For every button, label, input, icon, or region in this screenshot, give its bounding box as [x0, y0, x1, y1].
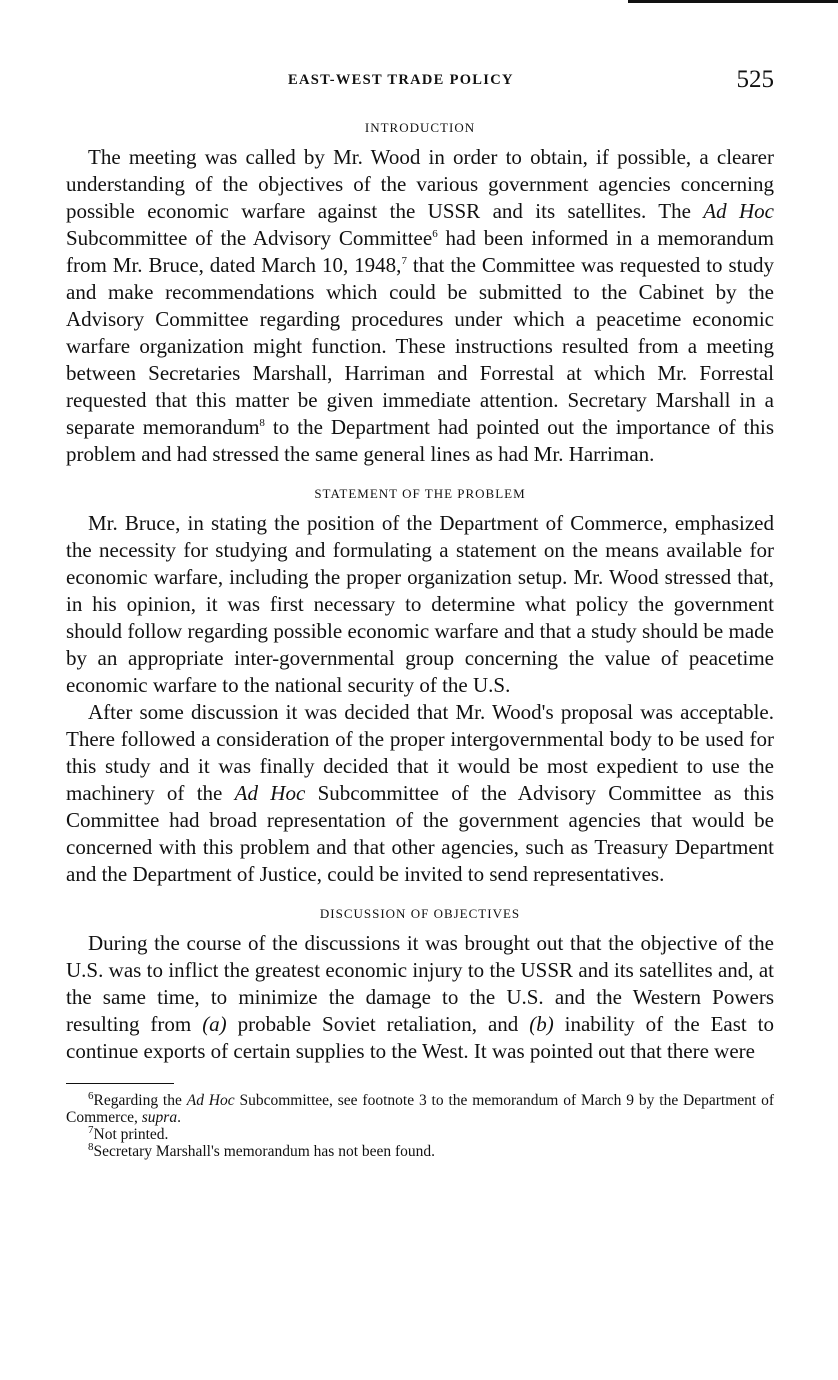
- running-header: [66, 66, 774, 100]
- footnote-mark-7: 7: [88, 1123, 94, 1136]
- footnote-8: $^8$Secretary Marshall's memorandum has not been found.: [88, 1140, 436, 1160]
- statement-paragraph-2: After some discussion it was decided that Mr. Wood's proposal was acceptable. There followed a consideration of the proper intergovernmental body to be used for this study and it was finally decided that it would be most expedient to use the machinery of the Ad Hoc Subcommittee of the Advisory Committee as this Committee had broad representation of the government agencies that would be concerned with this problem and that other agencies, such as Treasury Department and the Department of Justice, could be invited to send representatives.: [66, 700, 774, 886]
- footnote-mark-6: 6: [88, 1089, 94, 1102]
- footnote-ref-8: 8: [259, 417, 265, 429]
- document-page: [66, 66, 774, 1160]
- item-a: (a): [202, 1012, 227, 1036]
- footnote-ref-6: 6: [432, 228, 438, 240]
- italic-supra: supra: [141, 1109, 178, 1126]
- running-title: EAST-WEST TRADE POLICY: [288, 72, 514, 88]
- item-b: (b): [529, 1012, 554, 1036]
- footnote-mark-8: 8: [88, 1140, 94, 1153]
- italic-ad-hoc: Ad Hoc: [186, 1092, 235, 1109]
- footnote-ref-7: 7: [401, 255, 407, 267]
- section-heading-statement: STATEMENT OF THE PROBLEM: [314, 486, 526, 501]
- page-number: 525: [736, 66, 774, 93]
- footnote-6: $^6$Regarding the Ad Hoc Subcommittee, see footnote 3 to the memorandum of March 9 by the Department of Commerce, supra.: [66, 1089, 774, 1126]
- section-heading-discussion: DISCUSSION OF OBJECTIVES: [319, 906, 521, 921]
- italic-ad-hoc: Ad Hoc: [703, 199, 774, 223]
- section-heading-introduction: INTRODUCTION: [364, 120, 476, 135]
- introduction-paragraph: The meeting was called by Mr. Wood in order to obtain, if possible, a clearer understanding of the objectives of the various government agencies concerning possible economic warfare against the USSR and its satellites. The Ad Hoc Subcommittee of the Advisory Committee$^6$ had been informed in a memorandum from Mr. Bruce, dated March 10, 1948,$^7$ that the Committee was requested to study and make recommendations which could be submitted to the Cabinet by the Advisory Committee regarding procedures under which a peacetime economic warfare organization might function. These instructions resulted from a meeting between Secretaries Marshall, Harriman and Forrestal at which Mr. Forrestal requested that this matter be given immediate attention. Secretary Marshall in a separate memorandum$^8$ to the Department had pointed out the importance of this problem and had stressed the same general lines as had Mr. Harriman.: [66, 145, 775, 466]
- italic-ad-hoc: Ad Hoc: [234, 781, 306, 805]
- footnote-7: $^7$Not printed.: [88, 1123, 169, 1143]
- discussion-paragraph: During the course of the discussions it was brought out that the objective of the U.S. was to inflict the greatest economic injury to the USSR and its satellites and, at the same time, to minimize the damage to the U.S. and the Western Powers resulting from (a) probable Soviet retaliation, and (b) inability of the East to continue exports of certain supplies to the West. It was pointed out that there were: [66, 931, 775, 1063]
- statement-paragraph-1: Mr. Bruce, in stating the position of the Department of Commerce, emphasized the necessity for studying and formulating a statement on the means available for economic warfare, including the proper organization setup. Mr. Wood stressed that, in his opinion, it was first necessary to determine what policy the government should follow regarding possible economic warfare and that a study should be made by an appropriate inter-governmental group concerning the value of peacetime economic warfare to the national security of the U.S.: [66, 511, 774, 697]
- top-corner-rule: [628, 0, 838, 3]
- footnote-divider: [66, 1083, 174, 1084]
